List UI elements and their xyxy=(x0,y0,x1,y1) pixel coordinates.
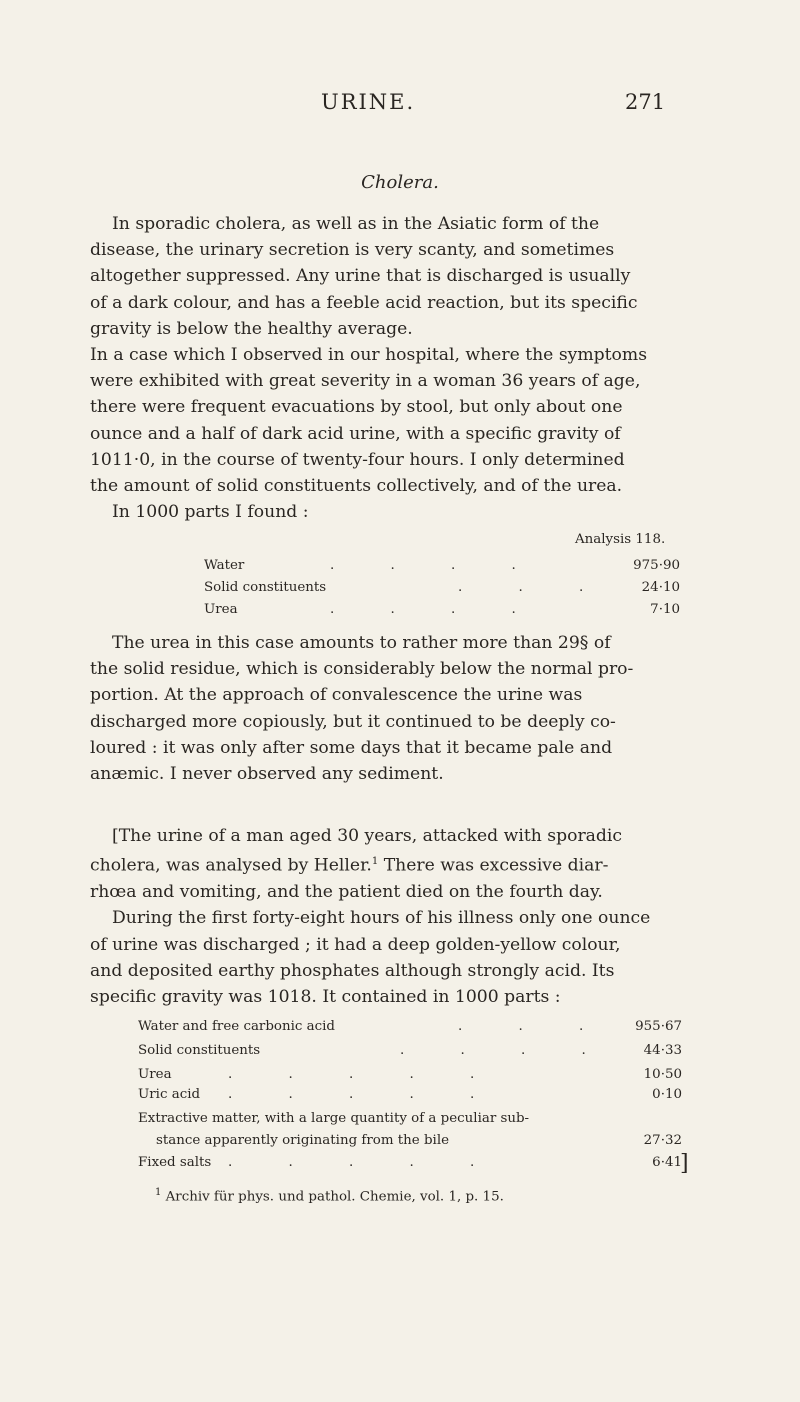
text-line: discharged more copiously, but it continued to be deeply co- xyxy=(90,711,616,732)
table-row-label: Water xyxy=(204,558,245,573)
text-line: disease, the urinary secretion is very scanty, and sometimes xyxy=(90,240,615,261)
text-line: cholera, was analysed by Heller.$^1$ There was excessive diar- xyxy=(90,855,609,876)
footnote-marker: 1 xyxy=(155,1187,162,1198)
text-line: The urea in this case amounts to rather more than 29§ of xyxy=(112,633,611,653)
text-line: During the first forty-eight hours of his illness only one ounce xyxy=(112,908,651,929)
table-row-label: Water and free carbonic acid xyxy=(138,1019,335,1034)
text-line: portion. At the approach of convalescence the urine was xyxy=(90,685,583,706)
text-line: anæmic. I never observed any sediment. xyxy=(90,764,444,785)
text-line: ounce and a half of dark acid urine, with a specific gravity of xyxy=(90,423,621,444)
leader-dots: . . . . . xyxy=(228,1155,501,1170)
table-row-label: Urea xyxy=(204,602,238,617)
leader-dots: . . . . . xyxy=(228,1087,501,1102)
text-line: gravity is below the healthy average. xyxy=(90,318,413,339)
footnote xyxy=(155,1187,504,1204)
text-line: were exhibited with great severity in a woman 36 years of age, xyxy=(90,371,641,392)
text-line: and deposited earthy phosphates although strongly acid. Its xyxy=(90,960,615,981)
text-line: rhœa and vomiting, and the patient died on the fourth day. xyxy=(90,882,603,903)
table-row-value: 955·67 xyxy=(635,1019,682,1034)
text-line: [The urine of a man aged 30 years, attacked with sporadic xyxy=(112,826,623,846)
paragraph-hospital-case xyxy=(90,342,710,525)
closing-bracket: ] xyxy=(680,1151,689,1176)
paragraph-sporadic-cholera xyxy=(90,211,710,342)
text-line: the amount of solid constituents collectively, and of the urea. xyxy=(90,476,623,497)
text-line: of urine was discharged ; it had a deep golden-yellow colour, xyxy=(90,934,621,955)
table-row-value: 44·33 xyxy=(643,1043,682,1058)
table-row-label: Fixed salts xyxy=(138,1155,212,1170)
table-row-label: stance apparently originating from the bile xyxy=(156,1133,450,1148)
table-row-label: Solid constituents xyxy=(204,580,327,595)
table-row-value: 6·41 xyxy=(652,1155,682,1170)
table-row-value: 0·10 xyxy=(652,1087,682,1102)
text-line: In a case which I observed in our hospital, where the symptoms xyxy=(90,345,648,365)
table-row-label: Extractive matter, with a large quantity of a peculiar sub- xyxy=(138,1111,530,1126)
table-row-label: Uric acid xyxy=(138,1087,201,1102)
page-number: 271 xyxy=(625,90,666,114)
table-row-value: 27·32 xyxy=(643,1133,682,1148)
footnote-ref[interactable]: 1 xyxy=(371,856,379,868)
text-line: the solid residue, which is considerably below the normal pro- xyxy=(90,659,634,680)
running-head: URINE. xyxy=(321,90,416,114)
analysis-heading: Analysis 118. xyxy=(575,532,666,547)
text-line: altogether suppressed. Any urine that is discharged is usually xyxy=(90,266,631,287)
table-row-value: 10·50 xyxy=(643,1067,682,1082)
table-row-label: Solid constituents xyxy=(138,1043,261,1058)
footnote-text: Archiv für phys. und pathol. Chemie, vol. 1, p. 15. xyxy=(161,1189,504,1205)
text-line: of a dark colour, and has a feeble acid reaction, but its specific xyxy=(90,292,638,313)
paragraph-heller-case xyxy=(90,823,710,1010)
table-row-value: 975·90 xyxy=(633,558,680,573)
paragraph-urea-amount xyxy=(90,630,710,787)
text-line: In sporadic cholera, as well as in the Asiatic form of the xyxy=(112,214,600,234)
text-line: there were frequent evacuations by stool, but only about one xyxy=(90,397,623,418)
text-line: loured : it was only after some days that it became pale and xyxy=(90,737,613,758)
table-row-value: 7·10 xyxy=(650,602,680,617)
text-line: specific gravity was 1018. It contained in 1000 parts : xyxy=(90,986,561,1007)
leader-dots: . . . . xyxy=(330,558,542,573)
table-row-value: 24·10 xyxy=(641,580,680,595)
leader-dots: . . . . . xyxy=(228,1067,501,1082)
text-line: In 1000 parts I found : xyxy=(112,502,309,523)
text-line: 1011·0, in the course of twenty-four hours. I only determined xyxy=(90,449,625,470)
section-title: Cholera. xyxy=(361,172,439,193)
leader-dots: . . . . xyxy=(330,602,542,617)
leader-dots: . . . xyxy=(458,580,610,595)
leader-dots: . . . . xyxy=(400,1043,612,1058)
table-row-label: Urea xyxy=(138,1067,172,1082)
leader-dots: . . . xyxy=(458,1019,610,1034)
